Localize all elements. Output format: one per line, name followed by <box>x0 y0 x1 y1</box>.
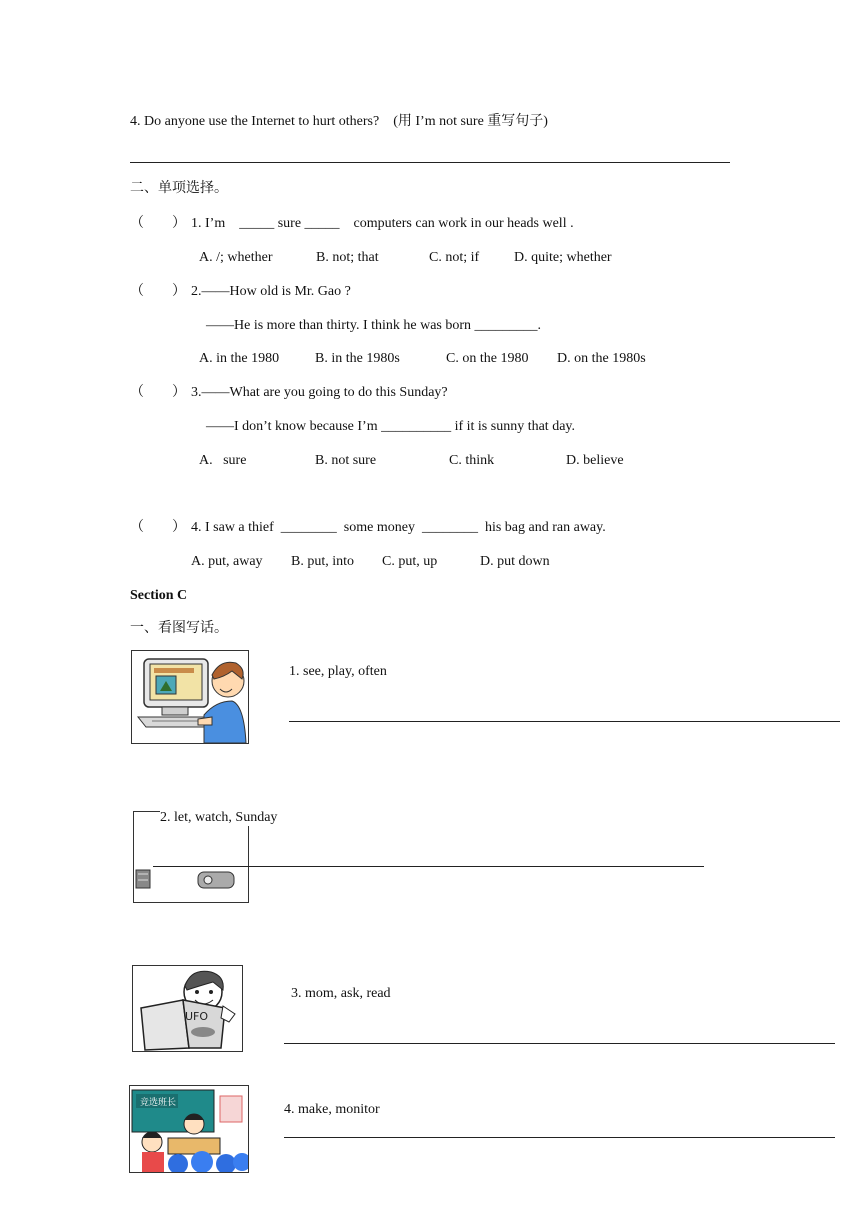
question-stem: 3.——What are you going to do this Sunday? <box>191 385 448 400</box>
rewrite-question-4: 4. Do anyone use the Internet to hurt others? (用 I’m not sure 重写句子) <box>130 114 548 129</box>
boy-computer-picture <box>131 650 249 744</box>
question-dialogue-line: ——I don’t know because I’m __________ if it is sunny that day. <box>206 419 576 434</box>
option-c: C. on the 1980 <box>446 351 529 366</box>
class-election-picture <box>129 1085 249 1173</box>
answer-line <box>289 721 840 722</box>
option-d: D. quite; whether <box>514 250 612 265</box>
picture-prompt-1: 1. see, play, often <box>289 664 387 679</box>
question-dialogue-line: ——He is more than thirty. I think he was born _________. <box>206 318 542 333</box>
picture-prompt-2: 2. let, watch, Sunday <box>160 810 278 825</box>
section-c-title: Section C <box>130 588 188 603</box>
board-text: 竞选班长 <box>140 1098 177 1108</box>
svg-text:UFO: UFO <box>185 1010 209 1023</box>
option-d: D. on the 1980s <box>557 351 646 366</box>
option-b: B. not sure <box>315 453 377 468</box>
option-c: C. not; if <box>429 250 480 265</box>
section-heading-multiple-choice: 二、单项选择。 <box>130 181 228 196</box>
option-a: A. in the 1980 <box>199 351 280 366</box>
option-d: D. believe <box>566 453 624 468</box>
option-d: D. put down <box>480 554 550 569</box>
option-a: A. /; whether <box>199 250 273 265</box>
answer-paren: （ ） <box>130 284 186 299</box>
option-b: B. in the 1980s <box>315 351 400 366</box>
option-b: B. put, into <box>291 554 355 569</box>
question-stem: 2.——How old is Mr. Gao ? <box>191 284 351 299</box>
option-a: A. sure <box>199 453 247 468</box>
option-c: C. put, up <box>382 554 438 569</box>
picture-prompt-3: 3. mom, ask, read <box>291 986 391 1001</box>
section-heading-picture-writing: 一、看图写话。 <box>130 621 228 636</box>
option-c: C. think <box>449 453 495 468</box>
question-stem: 4. I saw a thief ________ some money ________ his bag and ran away. <box>191 520 606 535</box>
question-stem: 1. I’m _____ sure _____ computers can work in our heads well . <box>191 216 574 231</box>
option-a: A. put, away <box>191 554 263 569</box>
option-b: B. not; that <box>316 250 379 265</box>
answer-paren: （ ） <box>130 216 186 231</box>
answer-paren: （ ） <box>130 385 186 400</box>
answer-line <box>284 1043 835 1044</box>
boy-ufo-book-picture <box>132 965 243 1052</box>
answer-paren: （ ） <box>130 520 186 535</box>
answer-line <box>284 1137 835 1138</box>
answer-line <box>153 866 704 867</box>
picture-prompt-4: 4. make, monitor <box>284 1102 380 1117</box>
answer-line <box>130 162 730 163</box>
